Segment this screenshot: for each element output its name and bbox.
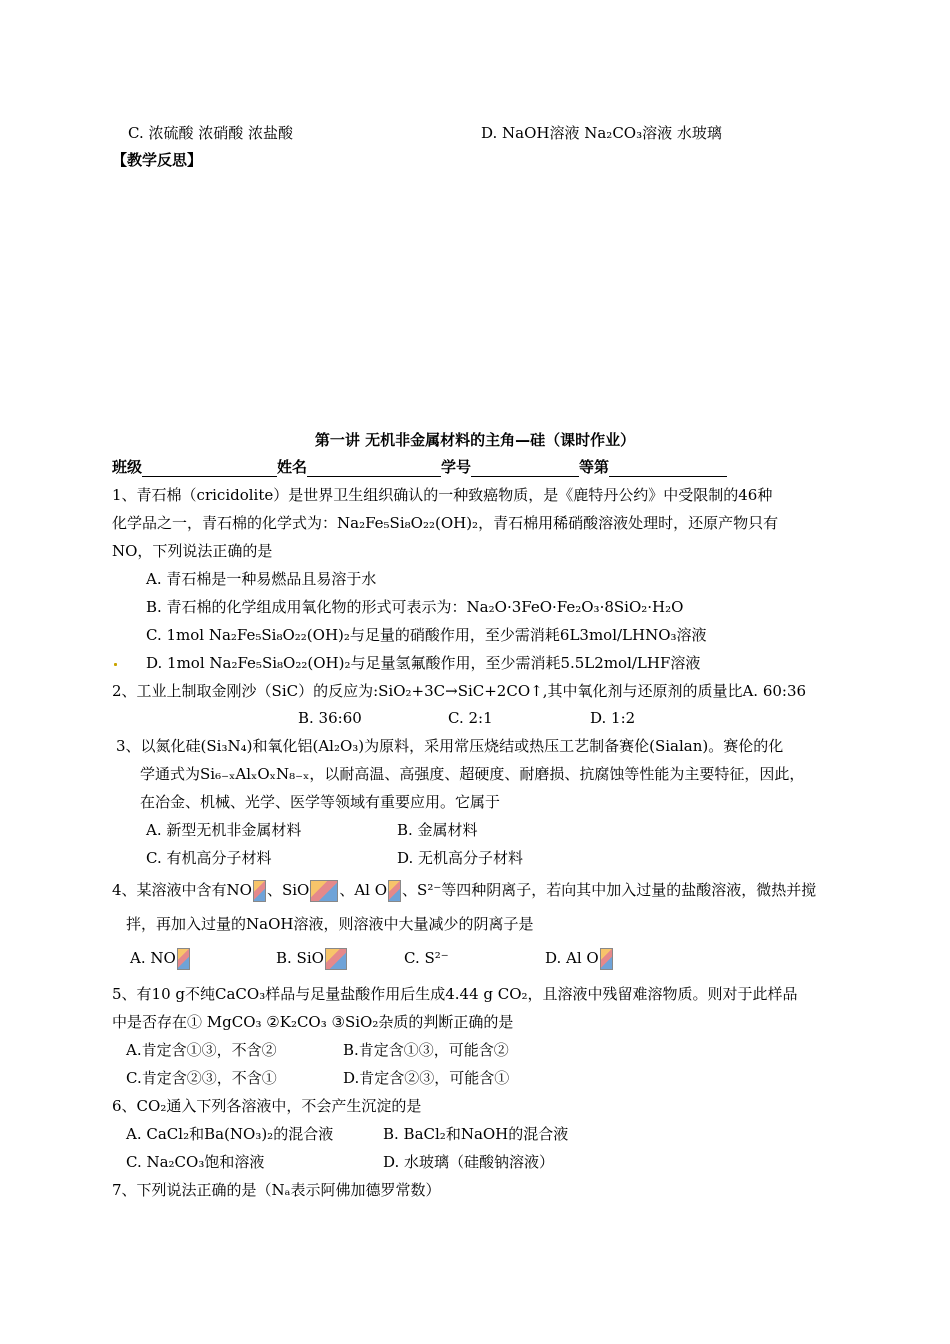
q6-option-b: B. BaCl₂和NaOH的混合液 — [383, 1125, 569, 1143]
aluminate-formula-image-icon — [388, 880, 401, 902]
q1-option-b: B. 青石棉的化学组成用氧化物的形式可表示为：Na₂O·3FeO·Fe₂O₃·8SiO₂·H₂O — [146, 598, 684, 616]
option-d-top: D. NaOH溶液 Na₂CO₃溶液 水玻璃 — [481, 124, 722, 142]
q2-option-c: C. 2:1 — [448, 709, 493, 727]
q6-option-c: C. Na₂CO₃饱和溶液 — [126, 1153, 265, 1171]
student-id-blank[interactable] — [471, 461, 579, 477]
q5-option-c: C.肯定含②③，不含① — [126, 1069, 277, 1087]
q4-line1 — [112, 880, 816, 902]
q3-line1: 3、以氮化硅(Si₃N₄)和氧化铝(Al₂O₃)为原料，采用常压烧结或热压工艺制备赛伦(Sialan)。赛伦的化 — [116, 737, 784, 755]
q3-option-c: C. 有机高分子材料 — [146, 849, 272, 867]
q2-option-b: B. 36:60 — [298, 709, 362, 727]
q5-option-a: A.肯定含①③，不含② — [126, 1041, 277, 1059]
nitrate-formula-image-icon — [177, 948, 190, 970]
grade-label: 等第 — [579, 458, 610, 476]
q3-option-d: D. 无机高分子材料 — [397, 849, 524, 867]
q4-option-c: C. S²⁻ — [404, 949, 449, 967]
silicate-formula-image-icon — [310, 880, 338, 902]
silicate-formula-image-icon — [325, 948, 347, 970]
q4-option-a-text: A. NO — [130, 949, 176, 967]
name-label: 姓名 — [277, 458, 308, 476]
q1-option-a: A. 青石棉是一种易燃品且易溶于水 — [146, 570, 377, 588]
q3-option-b: B. 金属材料 — [397, 821, 478, 839]
q4-part2: 、SiO — [266, 881, 310, 899]
q2-option-d: D. 1:2 — [590, 709, 636, 727]
q6-option-d: D. 水玻璃（硅酸钠溶液） — [383, 1153, 555, 1171]
q2-line1: 2、工业上制取金刚沙（SiC）的反应为:SiO₂+3C→SiC+2CO↑,其中氧化剂与还原剂的质量比A. 60:36 — [112, 682, 807, 700]
q3-line2: 学通式为Si₆₋ₓAlₓOₓN₈₋ₓ，以耐高温、高强度、超硬度、耐磨损、抗腐蚀等性能为主要特征，因此， — [140, 765, 805, 783]
class-label: 班级 — [112, 458, 143, 476]
q3-option-a: A. 新型无机非金属材料 — [146, 821, 302, 839]
q4-option-a — [130, 948, 191, 970]
q4-part1: 4、某溶液中含有NO — [112, 881, 252, 899]
q4-part4: 、S²⁻等四种阴离子，若向其中加入过量的盐酸溶液，微热并搅 — [402, 881, 817, 899]
grade-blank[interactable] — [609, 461, 727, 477]
q5-line1: 5、有10 g不纯CaCO₃样品与足量盐酸作用后生成4.44 g CO₂，且溶液中残留难溶物质。则对于此样品 — [112, 985, 798, 1003]
nitrate-formula-image-icon — [253, 880, 266, 902]
q4-option-b — [276, 948, 348, 970]
q1-line3: NO，下列说法正确的是 — [112, 542, 273, 560]
name-blank[interactable] — [307, 461, 441, 477]
q6-line1: 6、CO₂通入下列各溶液中，不会产生沉淀的是 — [112, 1097, 422, 1115]
q4-option-d — [545, 948, 614, 970]
student-id-label: 学号 — [441, 458, 472, 476]
q4-option-d-text: D. Al O — [545, 949, 599, 967]
option-c-top: C. 浓硫酸 浓硝酸 浓盐酸 — [128, 124, 294, 142]
q5-option-d: D.肯定含②③，可能含① — [343, 1069, 510, 1087]
q1-option-d: D. 1mol Na₂Fe₅Si₈O₂₂(OH)₂与足量氢氟酸作用，至少需消耗5.5L2mol/LHF溶液 — [146, 654, 701, 672]
q4-part3: 、Al O — [339, 881, 388, 899]
q3-line3: 在冶金、机械、光学、医学等领域有重要应用。它属于 — [140, 793, 501, 811]
teaching-reflection-heading: 【教学反思】 — [112, 151, 203, 169]
aluminate-formula-image-icon — [600, 948, 613, 970]
student-info-row — [112, 457, 727, 477]
lesson-title: 第一讲 无机非金属材料的主角—硅（课时作业） — [314, 431, 636, 449]
q1-line2: 化学品之一，青石棉的化学式为：Na₂Fe₅Si₈O₂₂(OH)₂，青石棉用稀硝酸溶液处理时，还原产物只有 — [112, 514, 779, 532]
q4-option-b-text: B. SiO — [276, 949, 324, 967]
q4-line2: 拌，再加入过量的NaOH溶液，则溶液中大量减少的阴离子是 — [126, 915, 534, 933]
q5-option-b: B.肯定含①③，可能含② — [343, 1041, 509, 1059]
q1-option-c: C. 1mol Na₂Fe₅Si₈O₂₂(OH)₂与足量的硝酸作用，至少需消耗6L3mol/LHNO₃溶液 — [146, 626, 707, 644]
q1-line1: 1、青石棉（cricidolite）是世界卫生组织确认的一种致癌物质，是《鹿特丹公约》中受限制的46种 — [112, 486, 773, 504]
q6-option-a: A. CaCl₂和Ba(NO₃)₂的混合液 — [126, 1125, 334, 1143]
q7-line1: 7、下列说法正确的是（Nₐ表示阿佛加德罗常数） — [112, 1181, 441, 1199]
class-blank[interactable] — [142, 461, 277, 477]
q5-line2: 中是否存在① MgCO₃ ②K₂CO₃ ③SiO₂杂质的判断正确的是 — [112, 1013, 514, 1031]
stray-mark — [114, 663, 117, 666]
